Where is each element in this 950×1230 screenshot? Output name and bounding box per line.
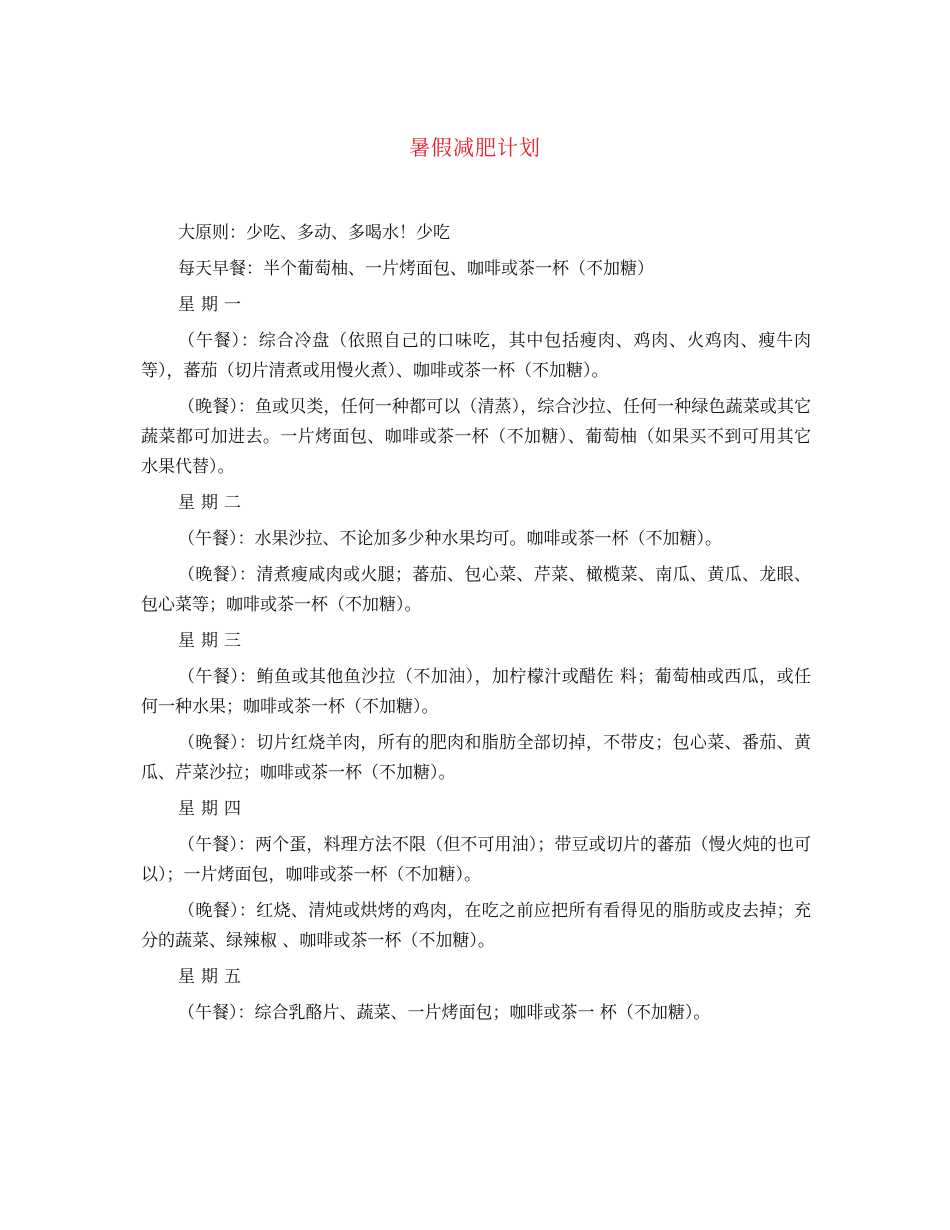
tuesday-dinner-paragraph: （晚餐）：清煮瘦咸肉或火腿；蕃茄、包心菜、芹菜、橄榄菜、南瓜、黄瓜、龙眼、包心菜等；咖啡或茶一杯（不加糖）。 <box>141 565 811 615</box>
document-body <box>141 218 811 1034</box>
wednesday-dinner-paragraph: （晚餐）：切片红烧羊肉，所有的肥肉和脂肪全部切掉，不带皮；包心菜、番茄、黄瓜、芹菜沙拉；咖啡或茶一杯（不加糖）。 <box>141 733 811 783</box>
principle-paragraph: 大原则：少吃、多动、多喝水！少吃 <box>178 223 450 243</box>
monday-dinner-paragraph: （晚餐）：鱼或贝类，任何一种都可以（清蒸），综合沙拉、任何一种绿色蔬菜或其它蔬菜都可加进去。一片烤面包、咖啡或茶一杯（不加糖）、葡萄柚（如果买不到可用其它水果代替）。 <box>141 397 811 477</box>
day-heading-thursday: 星期四 <box>178 799 247 819</box>
day-heading-tuesday: 星期二 <box>178 493 247 513</box>
thursday-lunch-paragraph: （午餐）：两个蛋，料理方法不限（但不可用油）；带豆或切片的蕃茄（慢火炖的也可以）；一片烤面包，咖啡或茶一杯（不加糖）。 <box>141 835 811 885</box>
tuesday-lunch-paragraph: （午餐）：水果沙拉、不论加多少种水果均可。咖啡或茶一杯（不加糖）。 <box>178 529 722 549</box>
day-heading-wednesday: 星期三 <box>178 631 247 651</box>
monday-lunch-paragraph: （午餐）：综合冷盘（依照自己的口味吃，其中包括瘦肉、鸡肉、火鸡肉、瘦牛肉等），蕃茄（切片清煮或用慢火煮）、咖啡或茶一杯（不加糖）。 <box>141 331 811 381</box>
day-heading-friday: 星期五 <box>178 967 247 987</box>
friday-lunch-paragraph: （午餐）：综合乳酪片、蔬菜、一片烤面包；咖啡或茶一 杯（不加糖）。 <box>178 1003 711 1023</box>
wednesday-lunch-paragraph: （午餐）：鲔鱼或其他鱼沙拉（不加油），加柠檬汁或醋佐 料；葡萄柚或西瓜，或任何一种水果；咖啡或茶一杯（不加糖）。 <box>141 667 811 717</box>
breakfast-paragraph: 每天早餐：半个葡萄柚、一片烤面包、咖啡或茶一杯（不加糖） <box>178 259 654 279</box>
day-heading-monday: 星期一 <box>178 295 247 315</box>
thursday-dinner-paragraph: （晚餐）：红烧、清炖或烘烤的鸡肉，在吃之前应把所有看得见的脂肪或皮去掉；充分的蔬菜、绿辣椒 、咖啡或茶一杯（不加糖）。 <box>141 901 811 951</box>
page-title: 暑假减肥计划 <box>409 136 541 160</box>
